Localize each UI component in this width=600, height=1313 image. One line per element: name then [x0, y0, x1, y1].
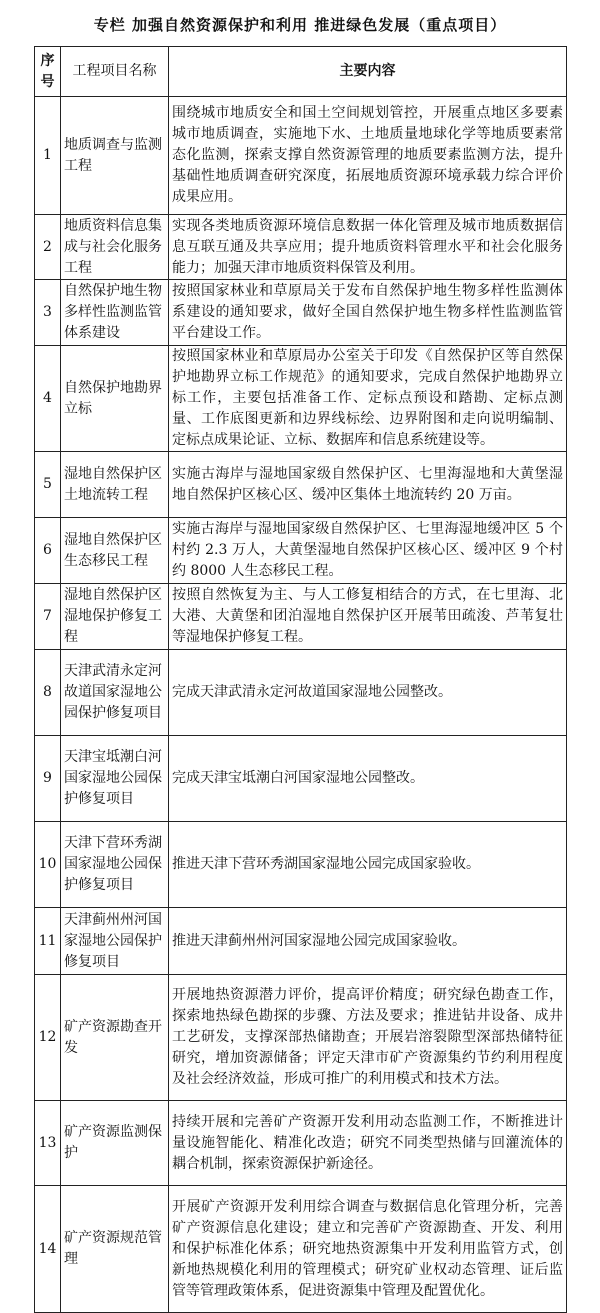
row-num: 1	[35, 97, 61, 215]
row-name: 湿地自然保护区湿地保护修复工程	[61, 584, 169, 650]
row-content: 推进天津下营环秀湖国家湿地公园完成国家验收。	[169, 822, 567, 908]
page-title: 专栏 加强自然资源保护和利用 推进绿色发展（重点项目）	[93, 16, 507, 34]
row-content: 推进天津蓟州州河国家湿地公园完成国家验收。	[169, 908, 567, 975]
row-content: 完成天津武清永定河故道国家湿地公园整改。	[169, 650, 567, 736]
row-name: 天津宝坻潮白河国家湿地公园保护修复项目	[61, 736, 169, 822]
row-content: 开展矿产资源开发利用综合调查与数据信息化管理分析，完善矿产资源信息化建设；建立和完善矿产资源勘查、开发、利用和保护标准化体系；研究地热资源集中开发利用监管方式，创新地热规模化利用的管理模式；研究矿业权动态管理、证后监管等管理政策体系，促进资源集中管理及配置优化。	[169, 1186, 567, 1313]
row-num: 5	[35, 452, 61, 518]
row-content: 开展地热资源潜力评价，提高评价精度；研究绿色勘查工作，探索地热绿色勘探的步骤、方法及要求；推进钻井设备、成井工艺研发，支撑深部热储勘查；开展岩溶裂隙型深部热储特征研究，增加资源储备；评定天津市矿产资源集约节约利用程度及社会经济效益，形成可推广的利用模式和技术方法。	[169, 975, 567, 1101]
table-row	[35, 908, 567, 975]
projects-table	[34, 46, 567, 1313]
row-num: 9	[35, 736, 61, 822]
row-content: 实施古海岸与湿地国家级自然保护区、七里海湿地和大黄堡湿地自然保护区核心区、缓冲区集体土地流转约 20 万亩。	[169, 452, 567, 518]
row-name: 自然保护地勘界立标	[61, 346, 169, 452]
table-row	[35, 1101, 567, 1186]
header-content: 主要内容	[169, 47, 567, 97]
row-content: 按照国家林业和草原局关于发布自然保护地生物多样性监测体系建设的通知要求，做好全国自然保护地生物多样性监测监管平台建设工作。	[169, 280, 567, 346]
table-row	[35, 215, 567, 280]
row-content: 实施古海岸与湿地国家级自然保护区、七里海湿地缓冲区 5 个村约 2.3 万人，大黄堡湿地自然保护区核心区、缓冲区 9 个村约 8000 人生态移民工程。	[169, 518, 567, 584]
table-row	[35, 584, 567, 650]
row-num: 12	[35, 975, 61, 1101]
row-name: 地质资料信息集成与社会化服务工程	[61, 215, 169, 280]
table-row	[35, 975, 567, 1101]
row-num: 6	[35, 518, 61, 584]
table-row	[35, 650, 567, 736]
header-num: 序号	[35, 47, 61, 97]
row-num: 13	[35, 1101, 61, 1186]
row-name: 自然保护地生物多样性监测监管体系建设	[61, 280, 169, 346]
row-name: 天津下营环秀湖国家湿地公园保护修复项目	[61, 822, 169, 908]
row-name: 地质调查与监测工程	[61, 97, 169, 215]
row-num: 10	[35, 822, 61, 908]
row-num: 2	[35, 215, 61, 280]
row-name: 矿产资源规范管理	[61, 1186, 169, 1313]
row-content: 按照国家林业和草原局办公室关于印发《自然保护区等自然保护地勘界立标工作规范》的通知要求，完成自然保护地勘界立标工作，主要包括准备工作、定标点预设和踏勘、定标点测量、工作底图更新和边界线标绘、边界附图和走向说明编制、定标点成果论证、立标、数据库和信息系统建设等。	[169, 346, 567, 452]
table-row	[35, 822, 567, 908]
row-name: 矿产资源监测保护	[61, 1101, 169, 1186]
row-name: 湿地自然保护区土地流转工程	[61, 452, 169, 518]
table-row	[35, 452, 567, 518]
row-content: 完成天津宝坻潮白河国家湿地公园整改。	[169, 736, 567, 822]
row-num: 3	[35, 280, 61, 346]
row-name: 矿产资源勘查开发	[61, 975, 169, 1101]
row-content: 按照自然恢复为主、与人工修复相结合的方式，在七里海、北大港、大黄堡和团泊湿地自然保护区开展苇田疏浚、芦苇复壮等湿地保护修复工程。	[169, 584, 567, 650]
table-header-row	[35, 47, 567, 97]
row-content: 围绕城市地质安全和国土空间规划管控，开展重点地区多要素城市地质调查，实施地下水、土地质量地球化学等地质要素常态化监测，探索支撑自然资源管理的地质要素监测方法，提升基础性地质调查研究深度，拓展地质资源环境承载力综合评价成果应用。	[169, 97, 567, 215]
header-name: 工程项目名称	[61, 47, 169, 97]
table-row	[35, 518, 567, 584]
table-row	[35, 346, 567, 452]
row-name: 湿地自然保护区生态移民工程	[61, 518, 169, 584]
table-row	[35, 736, 567, 822]
table-row	[35, 280, 567, 346]
row-num: 11	[35, 908, 61, 975]
row-content: 持续开展和完善矿产资源开发利用动态监测工作，不断推进计量设施智能化、精准化改造；研究不同类型热储与回灌流体的耦合机制，探索资源保护新途径。	[169, 1101, 567, 1186]
row-num: 14	[35, 1186, 61, 1313]
row-name: 天津武清永定河故道国家湿地公园保护修复项目	[61, 650, 169, 736]
row-num: 8	[35, 650, 61, 736]
row-num: 4	[35, 346, 61, 452]
row-name: 天津蓟州州河国家湿地公园保护修复项目	[61, 908, 169, 975]
row-content: 实现各类地质资源环境信息数据一体化管理及城市地质数据信息互联互通及共享应用；提升地质资料管理水平和社会化服务能力；加强天津市地质资料保管及利用。	[169, 215, 567, 280]
table-row	[35, 1186, 567, 1313]
row-num: 7	[35, 584, 61, 650]
table-row	[35, 97, 567, 215]
